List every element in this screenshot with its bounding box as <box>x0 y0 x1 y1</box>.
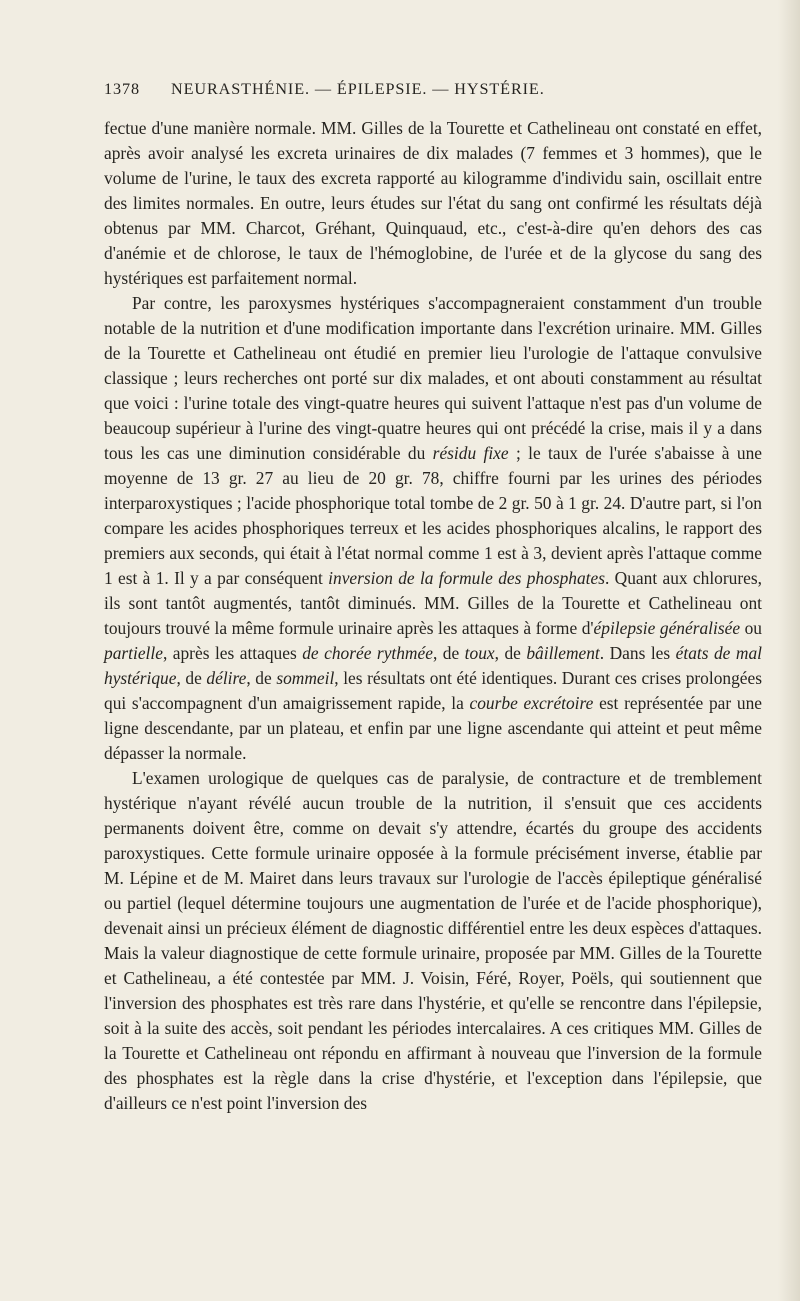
text-segment: , de <box>494 643 527 663</box>
italic-text-segment: courbe excrétoire <box>469 693 594 713</box>
page-edge-shadow <box>778 0 800 1301</box>
running-title: NEURASTHÉNIE. — ÉPILEPSIE. — HYSTÉRIE. <box>171 80 545 98</box>
body-text <box>104 116 762 1116</box>
italic-text-segment: résidu fixe <box>432 443 509 463</box>
text-segment: L'examen urologique de quelques cas de paralysie, de contracture et de tremblement hystérique n'ayant révélé aucun trouble de la nutrition, il s'ensuit que ces accidents permanents doivent être, comme on devait s'y attendre, écartés du groupe des accidents paroxystiques. Cette formule urinaire opposée à la formule précisément inverse, établie par M. Lépine et de M. Mairet dans leurs travaux sur l'urologie de l'accès épileptique généralisé ou partiel (lequel détermine toujours une augmentation de l'urée et de l'acide phosphorique), devenait ainsi un précieux élément de diagnostic différentiel entre les deux espèces d'attaques. Mais la valeur diagnostique de cette formule urinaire, proposée par MM. Gilles de la Tourette et Cathelineau, a été contestée par MM. J. Voisin, Féré, Royer, Poëls, qui soutiennent que l'inversion des phosphates est très rare dans l'hystérie, et qu'elle se rencontre dans l'épilepsie, soit à la suite des accès, soit pendant les périodes intercalaires. A ces critiques MM. Gilles de la Tourette et Cathelineau ont répondu en affirmant à nouveau que l'inversion de la formule des phosphates est la règle dans la crise d'hystérie, et l'exception dans l'épilepsie, que d'ailleurs ce n'est point l'inversion des <box>104 768 762 1113</box>
paragraph <box>104 766 762 1116</box>
text-segment: ; le taux de l'urée s'abaisse à une moyenne de 13 gr. 27 au lieu de 20 gr. 78, chiffre fourni par les urines des périodes interparoxystiques ; l'acide phosphorique total tombe de 2 gr. 50 à 1 gr. 24. D'autre part, si l'on compare les acides phosphoriques terreux et les acides phosphoriques alcalins, le rapport des premiers aux seconds, qui était à l'état normal comme 1 est à 3, devient après l'attaque comme 1 est à 1. Il y a par conséquent <box>104 443 762 588</box>
text-segment: . Dans les <box>599 643 676 663</box>
italic-text-segment: toux <box>464 643 495 663</box>
text-segment: . Quant aux chlorures, ils sont tantôt augmentés, tantôt diminués. MM. Gilles de la Tourette et Cathelineau ont toujours trouvé la même formule urinaire après les attaques à forme d' <box>104 568 762 638</box>
italic-text-segment: de chorée rythmée <box>302 643 433 663</box>
italic-text-segment: épilepsie généralisée <box>593 618 741 638</box>
text-segment: , de <box>432 643 465 663</box>
text-segment: ou <box>740 618 762 638</box>
text-segment: , après les attaques <box>162 643 303 663</box>
italic-text-segment: sommeil <box>276 668 335 688</box>
text-segment: , les résultats ont été identiques. Durant ces crises prolongées qui s'accompagnent d'un amaigrissement rapide, la <box>104 668 762 713</box>
paragraph <box>104 116 762 291</box>
italic-text-segment: partielle <box>104 643 163 663</box>
italic-text-segment: états de mal hystérique <box>104 643 762 688</box>
italic-text-segment: délire <box>206 668 247 688</box>
text-segment: , de <box>176 668 207 688</box>
page-number: 1378 <box>104 80 140 98</box>
text-segment: est représentée par une ligne descendante, par un plateau, et enfin par une ligne ascendante qui atteint et peut même dépasser la normale. <box>104 693 762 763</box>
italic-text-segment: inversion de la formule des phosphates <box>328 568 605 588</box>
text-segment: Par contre, les paroxysmes hystériques s'accompagneraient constamment d'un trouble notable de la nutrition et d'une modification importante dans l'excrétion urinaire. MM. Gilles de la Tourette et Cathelineau ont étudié en premier lieu l'urologie de l'attaque convulsive classique ; leurs recherches ont porté sur dix malades, et ont abouti constamment au résultat que voici : l'urine totale des vingt-quatre heures qui suivent l'attaque n'est pas d'un volume de beaucoup supérieur à l'urine des vingt-quatre heures qui ont précédé la crise, mais il y a dans tous les cas une diminution considérable du <box>104 293 762 463</box>
paragraph <box>104 291 762 766</box>
text-segment: , de <box>246 668 277 688</box>
text-segment: fectue d'une manière normale. MM. Gilles de la Tourette et Cathelineau ont constaté en effet, après avoir analysé les excreta urinaires de dix malades (7 femmes et 3 hommes), que le volume de l'urine, le taux des excreta rapporté au kilogramme d'individu sain, oscillait entre des limites normales. En outre, leurs études sur l'état du sang ont confirmé les résultats déjà obtenus par MM. Charcot, Gréhant, Quinquaud, etc., c'est-à-dire qu'en dehors des cas d'anémie et de chlorose, le taux de l'hémoglobine, de l'urée et de la glycose du sang des hystériques est parfaitement normal. <box>104 118 762 288</box>
italic-text-segment: bâillement <box>526 643 600 663</box>
